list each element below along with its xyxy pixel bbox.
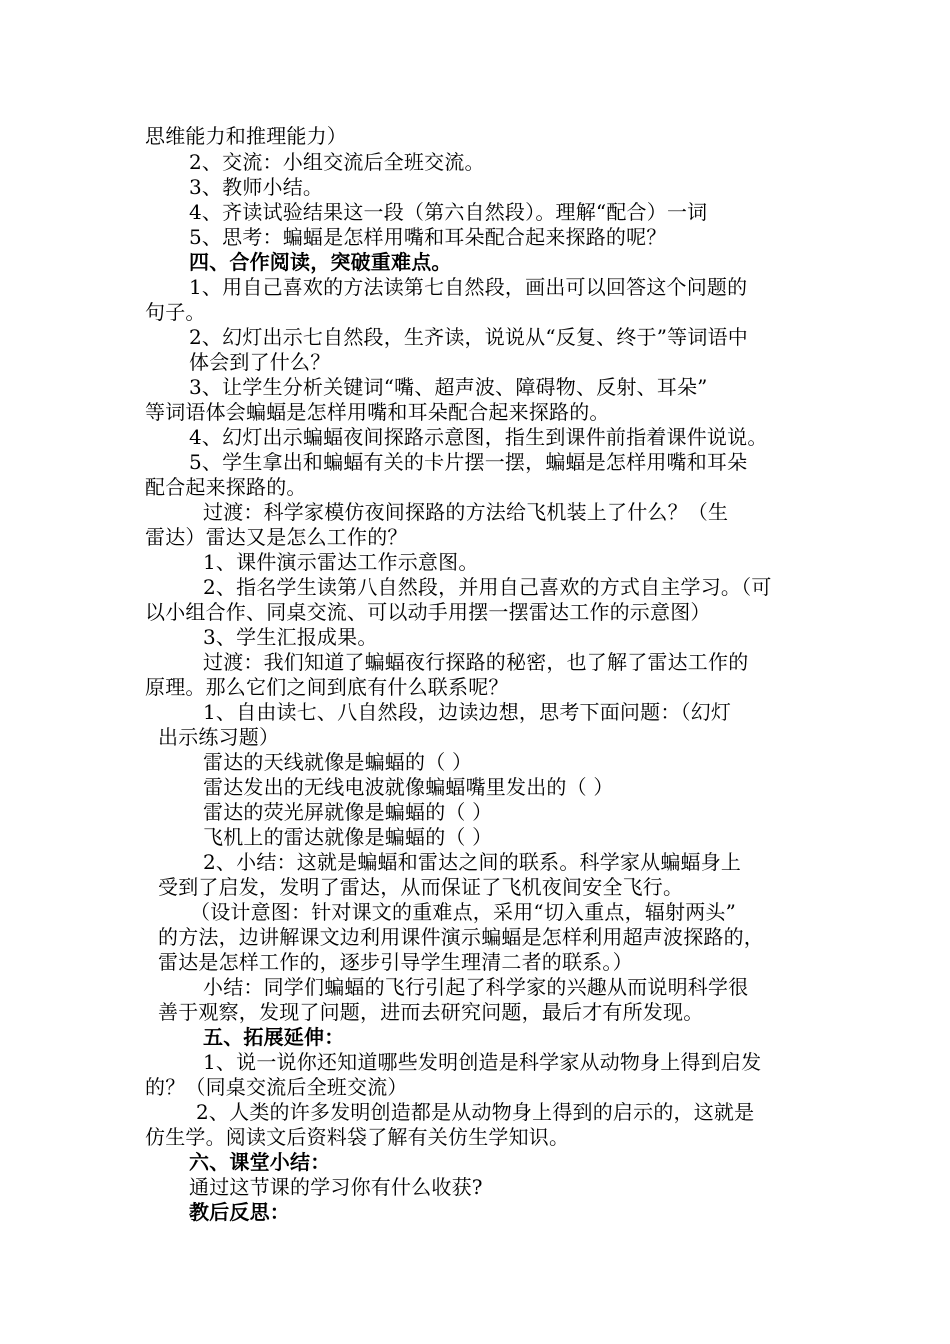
text-line: 配合起来探路的。 (145, 475, 307, 499)
text-line: 1、课件演示雷达工作示意图。 (203, 550, 479, 574)
section-heading: 五、拓展延伸： (203, 1025, 345, 1049)
text-line: 出示练习题） (158, 725, 280, 749)
section-heading: 教后反思： (189, 1200, 290, 1224)
exercise-line: 飞机上的雷达就像是蝙蝠的（ ） (203, 825, 493, 849)
text-line: 2、人类的许多发明创造都是从动物身上得到的启示的，这就是 (196, 1100, 755, 1124)
text-line: 原理。那么它们之间到底有什么联系呢？ (145, 675, 509, 699)
text-line: 受到了启发，发明了雷达，从而保证了飞机夜间安全飞行。 (158, 875, 684, 899)
text-line: 过渡：我们知道了蝙蝠夜行探路的秘密，也了解了雷达工作的 (203, 650, 749, 674)
text-line: （设计意图：针对课文的重难点，采用“切入重点，辐射两头” (190, 900, 737, 924)
text-line: 善于观察，发现了问题，进而去研究问题，最后才有所发现。 (158, 1000, 704, 1024)
text-line: 2、交流：小组交流后全班交流。 (189, 150, 485, 174)
exercise-line: 雷达发出的无线电波就像蝙蝠嘴里发出的（ ） (203, 775, 614, 799)
text-line: 仿生学。阅读文后资料袋了解有关仿生学知识。 (145, 1125, 570, 1149)
exercise-line: 雷达的天线就像是蝙蝠的（ ） (203, 750, 473, 774)
text-line: 思维能力和推理能力） (145, 124, 347, 148)
text-line: 小结：同学们蝙蝠的飞行引起了科学家的兴趣从而说明科学很 (203, 975, 749, 999)
text-line: 以小组合作、同桌交流、可以动手用摆一摆雷达工作的示意图） (145, 600, 711, 624)
text-line: 1、自由读七、八自然段，边读边想，思考下面问题：（幻灯 (203, 700, 732, 724)
text-line: 2、幻灯出示七自然段，生齐读，说说从“反复、终于”等词语中 (189, 325, 748, 349)
section-heading: 四、合作阅读，突破重难点。 (189, 250, 452, 274)
section-heading: 六、课堂小结： (189, 1150, 331, 1174)
text-line: 的方法，边讲解课文边利用课件演示蝙蝠是怎样利用超声波探路的， (158, 925, 764, 949)
text-line: 2、指名学生读第八自然段，并用自己喜欢的方式自主学习。（可 (203, 575, 772, 599)
text-line: 过渡：科学家模仿夜间探路的方法给飞机装上了什么？（生 (203, 500, 729, 524)
text-line: 2、小结：这就是蝙蝠和雷达之间的联系。科学家从蝙蝠身上 (203, 850, 742, 874)
text-line: 3、教师小结。 (189, 175, 324, 199)
text-line: 3、学生汇报成果。 (203, 625, 378, 649)
exercise-line: 雷达的荧光屏就像是蝙蝠的（ ） (203, 800, 493, 824)
text-line: 体会到了什么？ (189, 350, 331, 374)
text-line: 通过这节课的学习你有什么收获? (189, 1175, 483, 1199)
text-line: 3、让学生分析关键词“嘴、超声波、障碍物、反射、耳朵” (189, 375, 708, 399)
text-line: 雷达）雷达又是怎么工作的？ (145, 525, 408, 549)
text-line: 1、用自己喜欢的方法读第七自然段，画出可以回答这个问题的 (189, 275, 748, 299)
text-line: 4、幻灯出示蝙蝠夜间探路示意图，指生到课件前指着课件说说。 (189, 425, 768, 449)
text-line: 等词语体会蝙蝠是怎样用嘴和耳朵配合起来探路的。 (145, 400, 610, 424)
text-line: 句子。 (145, 300, 206, 324)
text-line: 4、齐读试验结果这一段（第六自然段）。理解“配合）一词 (189, 200, 708, 224)
text-line: 1、说一说你还知道哪些发明创造是科学家从动物身上得到启发 (203, 1050, 762, 1074)
text-line: 5、思考：蝙蝠是怎样用嘴和耳朵配合起来探路的呢？ (189, 225, 667, 249)
text-line: 雷达是怎样工作的，逐步引导学生理清二者的联系。） (158, 950, 633, 974)
text-line: 5、学生拿出和蝙蝠有关的卡片摆一摆，蝙蝠是怎样用嘴和耳朵 (189, 450, 748, 474)
text-line: 的？（同桌交流后全班交流） (145, 1075, 408, 1099)
